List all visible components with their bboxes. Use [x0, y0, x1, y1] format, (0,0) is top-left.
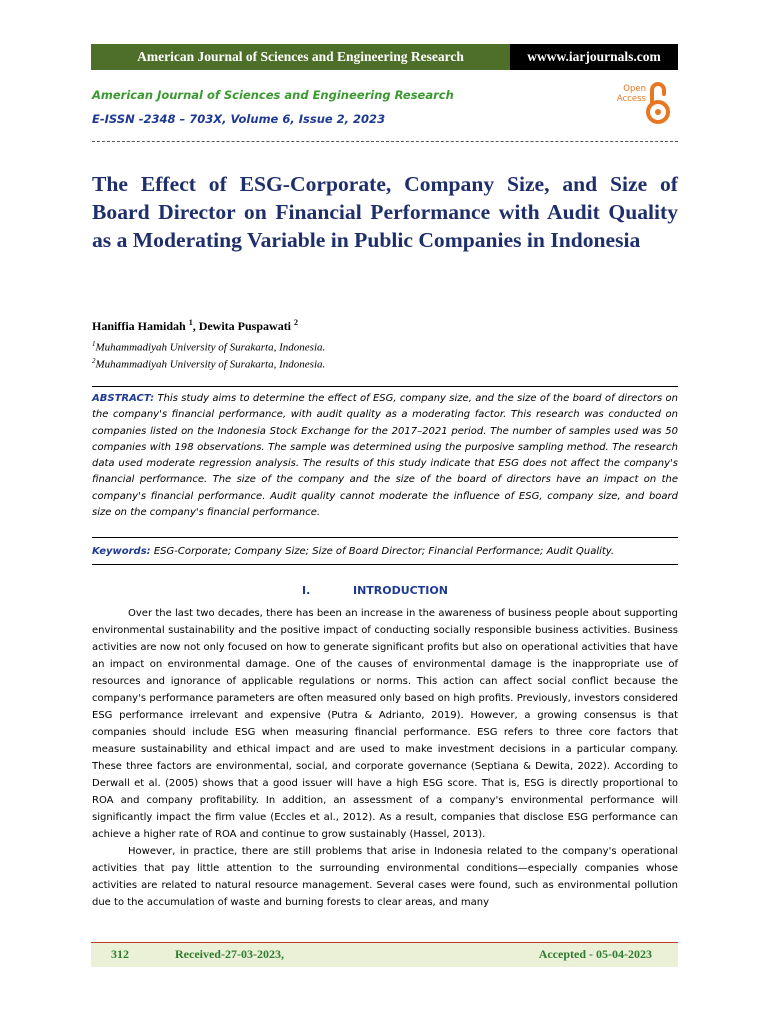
journal-header-bar	[91, 44, 678, 70]
author-name: Haniffia Hamidah	[92, 319, 186, 333]
journal-website-link[interactable]: wwww.iarjournals.com	[510, 44, 678, 70]
keywords-text: ESG-Corporate; Company Size; Size of Board Director; Financial Performance; Audit Quality.	[150, 546, 615, 557]
keywords	[92, 546, 678, 557]
keywords-label: Keywords:	[92, 546, 151, 557]
abstract-label: ABSTRACT:	[92, 393, 155, 404]
journal-name-banner: American Journal of Sciences and Engineering Research	[91, 44, 510, 70]
header-divider	[92, 141, 678, 142]
keywords-rule	[92, 564, 678, 565]
received-date: Received-27-03-2023,	[175, 947, 284, 961]
author-list: Haniffia Hamidah $^1$, Dewita Puspawati $^2$	[92, 318, 299, 333]
affiliation-1: $^1$Muhammadiyah University of Surakarta, Indonesia.	[92, 340, 326, 354]
section-title: INTRODUCTION	[353, 584, 448, 597]
section-number: I.	[302, 584, 311, 597]
page-number: 312	[111, 947, 129, 961]
abstract	[92, 391, 678, 521]
author-affiliation-marker: 2	[294, 318, 299, 327]
issn-volume-line: E-ISSN -2348 – 703X, Volume 6, Issue 2, 2023	[92, 112, 386, 126]
open-access-label: Open Access	[616, 84, 646, 104]
abstract-bottom-rule	[92, 537, 678, 538]
paragraph: However, in practice, there are still problems that arise in Indonesia related to the company's operational activities that pay little attention to the surrounding environmental conditions—especially companies whose activities are related to natural resource management. Several cases were found, such as environmental pollution due to the accumulation of waste and burning forests to clear areas, and many	[92, 846, 678, 908]
paragraph: Over the last two decades, there has been an increase in the awareness of business people about supporting environmental sustainability and the positive impact of conducting socially responsible business activities. Business activities are now not only focused on how to generate significant profits but also on operational activities that have an impact on environmental damage. One of the causes of environmental damage is the inappropriate use of resources and ignorance of applicable regulations or norms. This action can affect social conflict because the company's performance parameters are often measured only based on high profits. Previously, investors considered ESG performance irrelevant and expensive (Putra & Adrianto, 2019). However, a growing consensus is that companies should include ESG when measuring financial performance. ESG refers to three core factors that measure sustainability and ethical impact and are used to make investment decisions in a particular company. These three factors are environmental, social, and corporate governance (Septiana & Dewita, 2022). According to Derwall et al. (2005) shows that a good issuer will have a high ESG score. That is, ESG is directly proportional to ROA and company profitability. In addition, an assessment of a company's environmental performance will significantly impact the firm value (Eccles et al., 2012). As a result, companies that disclose ESG performance can achieve a higher rate of ROA and continue to grow sustainably (Hassel, 2013).	[92, 608, 678, 840]
open-lock-icon	[646, 80, 670, 126]
article-title: The Effect of ESG-Corporate, Company Size, and Size of Board Director on Financial Performance with Audit Quality as a Moderating Variable in Public Companies in Indonesia	[92, 172, 678, 252]
abstract-top-rule	[92, 386, 678, 387]
author-affiliation-marker: 1	[188, 318, 193, 327]
author-name: Dewita Puspawati	[198, 319, 292, 333]
open-access-logo	[610, 78, 670, 128]
abstract-text: This study aims to determine the effect of ESG, company size, and the size of the board of directors on the company's financial performance, with audit quality as a moderating factor. This research was conducted on companies listed on the Indonesia Stock Exchange for the 2017–2021 period. The number of samples used was 50 companies with 198 observations. The sample was determined using the purposive sampling method. The research data used moderate regression analysis. The results of this study indicate that ESG does not affect the company's financial performance. The size of the company and the size of the board of directors have an impact on the company's financial performance. Audit quality cannot moderate the influence of ESG, company size, and board size on the company's financial performance.	[92, 393, 678, 519]
affiliation-2: $^2$Muhammadiyah University of Surakarta, Indonesia.	[92, 357, 326, 371]
body-text	[92, 605, 678, 911]
accepted-date: Accepted - 05-04-2023	[538, 947, 652, 961]
page-footer	[91, 942, 678, 967]
journal-name: American Journal of Sciences and Engineering Research	[92, 88, 454, 102]
